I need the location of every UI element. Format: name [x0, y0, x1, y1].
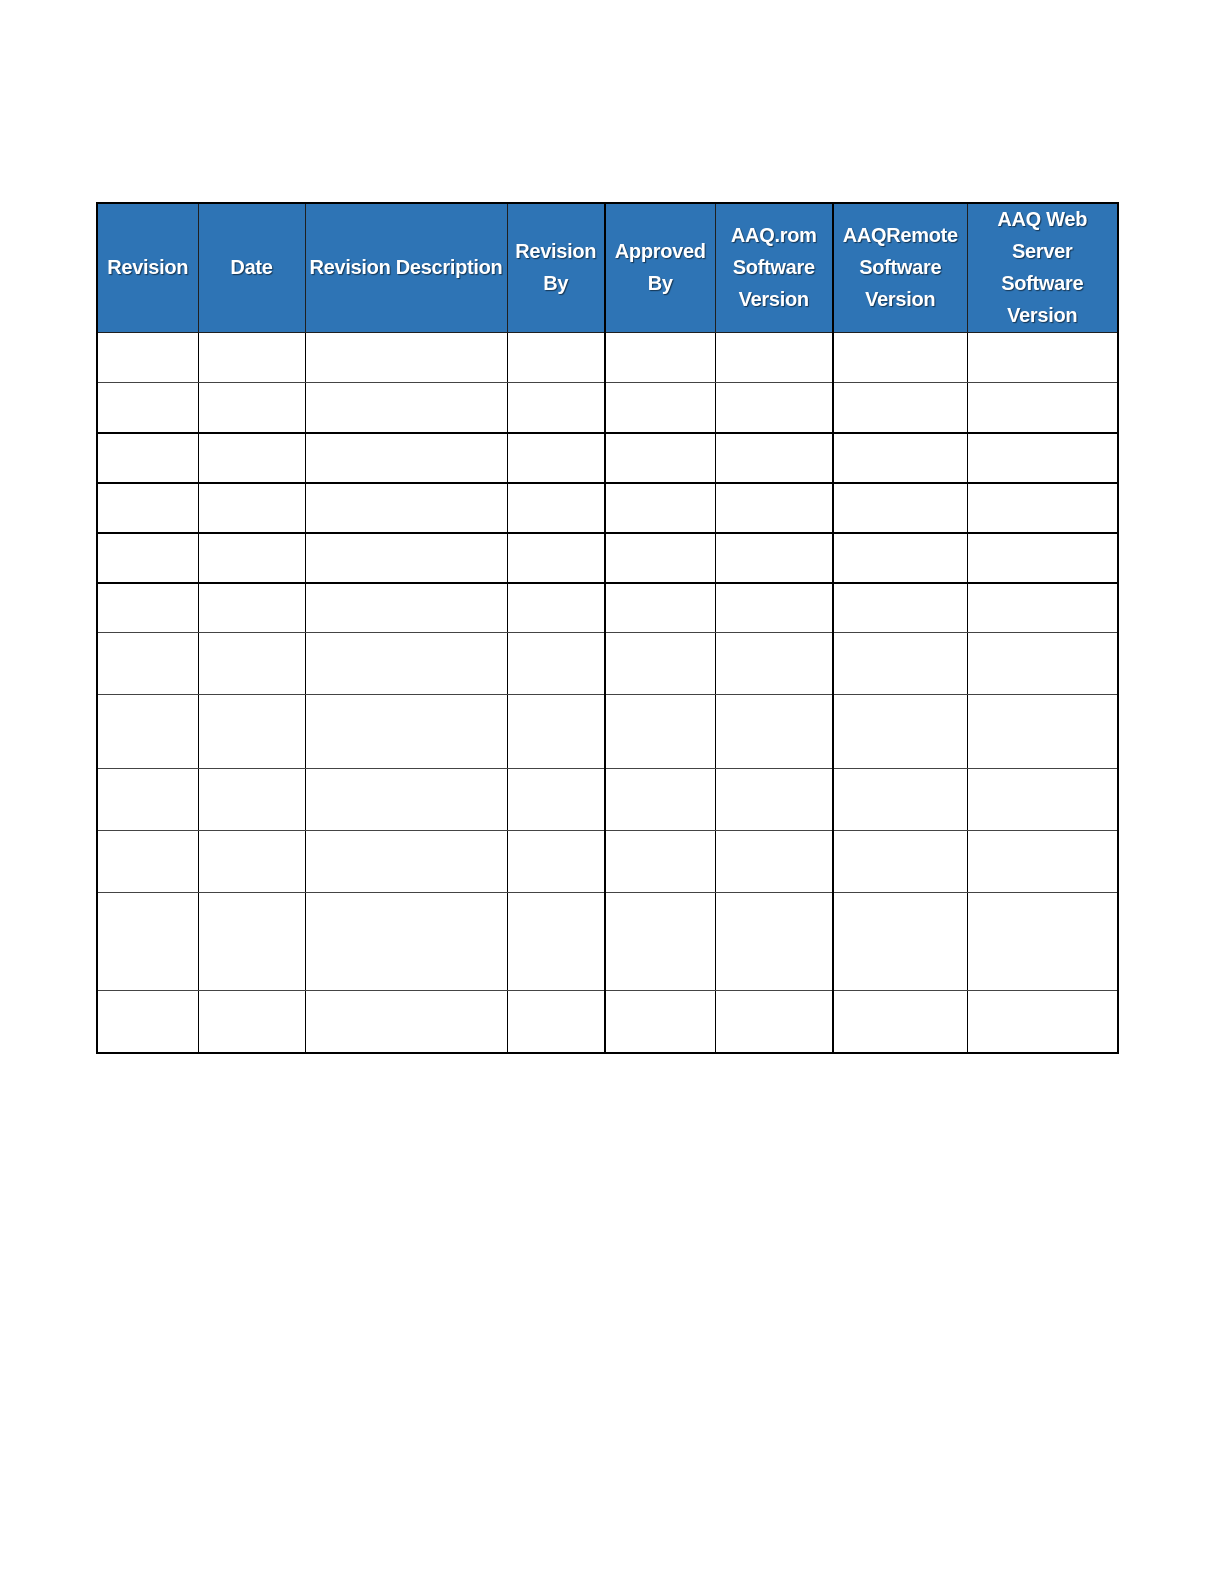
table-cell — [605, 991, 715, 1053]
table-cell — [198, 333, 305, 383]
table-cell — [198, 533, 305, 583]
table-cell — [833, 333, 967, 383]
table-cell — [715, 893, 833, 991]
table-cell — [97, 695, 198, 769]
table-cell — [967, 383, 1118, 433]
table-cell — [305, 991, 507, 1053]
table-cell — [715, 769, 833, 831]
table-cell — [715, 695, 833, 769]
table-cell — [507, 533, 605, 583]
table-cell — [715, 433, 833, 483]
table-cell — [967, 433, 1118, 483]
table-cell — [97, 893, 198, 991]
table-cell — [305, 831, 507, 893]
table-cell — [605, 769, 715, 831]
table-cell — [507, 695, 605, 769]
table-cell — [97, 433, 198, 483]
table-cell — [605, 633, 715, 695]
table-cell — [97, 769, 198, 831]
column-header-aaq-rom-software-version: AAQ.rom Software Version — [715, 203, 833, 333]
table-cell — [967, 769, 1118, 831]
table-cell — [198, 695, 305, 769]
table-cell — [967, 583, 1118, 633]
table-cell — [715, 831, 833, 893]
column-header-aaqremote-software-version: AAQRemote Software Version — [833, 203, 967, 333]
table-cell — [833, 769, 967, 831]
table-cell — [833, 433, 967, 483]
table-cell — [198, 769, 305, 831]
table-cell — [507, 769, 605, 831]
table-cell — [715, 533, 833, 583]
table-cell — [507, 633, 605, 695]
column-header-approved-by: Approved By — [605, 203, 715, 333]
table-cell — [507, 831, 605, 893]
table-cell — [605, 831, 715, 893]
table-cell — [305, 483, 507, 533]
table-cell — [198, 433, 305, 483]
table-cell — [97, 383, 198, 433]
table-cell — [305, 893, 507, 991]
column-header-revision: Revision — [97, 203, 198, 333]
table-cell — [198, 583, 305, 633]
table-cell — [507, 333, 605, 383]
column-header-revision-by: Revision By — [507, 203, 605, 333]
table-header-row — [97, 203, 1118, 333]
table-row — [97, 483, 1118, 533]
table-cell — [97, 583, 198, 633]
table-row — [97, 533, 1118, 583]
table-cell — [97, 533, 198, 583]
table-cell — [715, 333, 833, 383]
table-cell — [305, 695, 507, 769]
table-cell — [605, 695, 715, 769]
revision-history-table — [96, 202, 1119, 1054]
table-cell — [833, 633, 967, 695]
table-cell — [605, 333, 715, 383]
table-cell — [967, 533, 1118, 583]
table-cell — [833, 483, 967, 533]
table-cell — [97, 991, 198, 1053]
table-cell — [715, 991, 833, 1053]
column-header-revision-description: Revision Description — [305, 203, 507, 333]
table-cell — [198, 483, 305, 533]
table-cell — [605, 583, 715, 633]
table-cell — [967, 695, 1118, 769]
table-cell — [833, 583, 967, 633]
table-cell — [198, 633, 305, 695]
table-cell — [833, 533, 967, 583]
table-cell — [507, 583, 605, 633]
table-cell — [198, 831, 305, 893]
table-cell — [967, 633, 1118, 695]
table-cell — [97, 633, 198, 695]
table-cell — [305, 533, 507, 583]
table-cell — [833, 831, 967, 893]
table-cell — [967, 831, 1118, 893]
table-cell — [833, 695, 967, 769]
table-cell — [605, 533, 715, 583]
table-row — [97, 831, 1118, 893]
table-cell — [198, 991, 305, 1053]
table-cell — [507, 991, 605, 1053]
table-cell — [967, 333, 1118, 383]
table-cell — [833, 383, 967, 433]
table-cell — [305, 769, 507, 831]
table-cell — [715, 383, 833, 433]
table-row — [97, 583, 1118, 633]
table-cell — [507, 893, 605, 991]
table-cell — [605, 433, 715, 483]
table-cell — [605, 893, 715, 991]
table-cell — [715, 583, 833, 633]
table-cell — [305, 433, 507, 483]
table-cell — [97, 831, 198, 893]
table-cell — [605, 483, 715, 533]
table-cell — [305, 333, 507, 383]
column-header-date: Date — [198, 203, 305, 333]
table-cell — [305, 633, 507, 695]
table-row — [97, 695, 1118, 769]
column-header-aaq-web-server-software-version: AAQ Web Server Software Version — [967, 203, 1118, 333]
table-row — [97, 991, 1118, 1053]
table-row — [97, 893, 1118, 991]
table-row — [97, 633, 1118, 695]
table-row — [97, 769, 1118, 831]
table-row — [97, 383, 1118, 433]
table-body — [97, 333, 1118, 1053]
table-cell — [507, 383, 605, 433]
table-row — [97, 333, 1118, 383]
table-cell — [833, 991, 967, 1053]
table-row — [97, 433, 1118, 483]
table-cell — [97, 333, 198, 383]
table-cell — [967, 483, 1118, 533]
table-cell — [507, 483, 605, 533]
table-cell — [967, 991, 1118, 1053]
table-cell — [967, 893, 1118, 991]
table-cell — [97, 483, 198, 533]
table-cell — [198, 893, 305, 991]
table-cell — [305, 383, 507, 433]
table-cell — [715, 483, 833, 533]
table-cell — [833, 893, 967, 991]
table-cell — [605, 383, 715, 433]
table-cell — [507, 433, 605, 483]
table-cell — [198, 383, 305, 433]
table-cell — [305, 583, 507, 633]
table-cell — [715, 633, 833, 695]
